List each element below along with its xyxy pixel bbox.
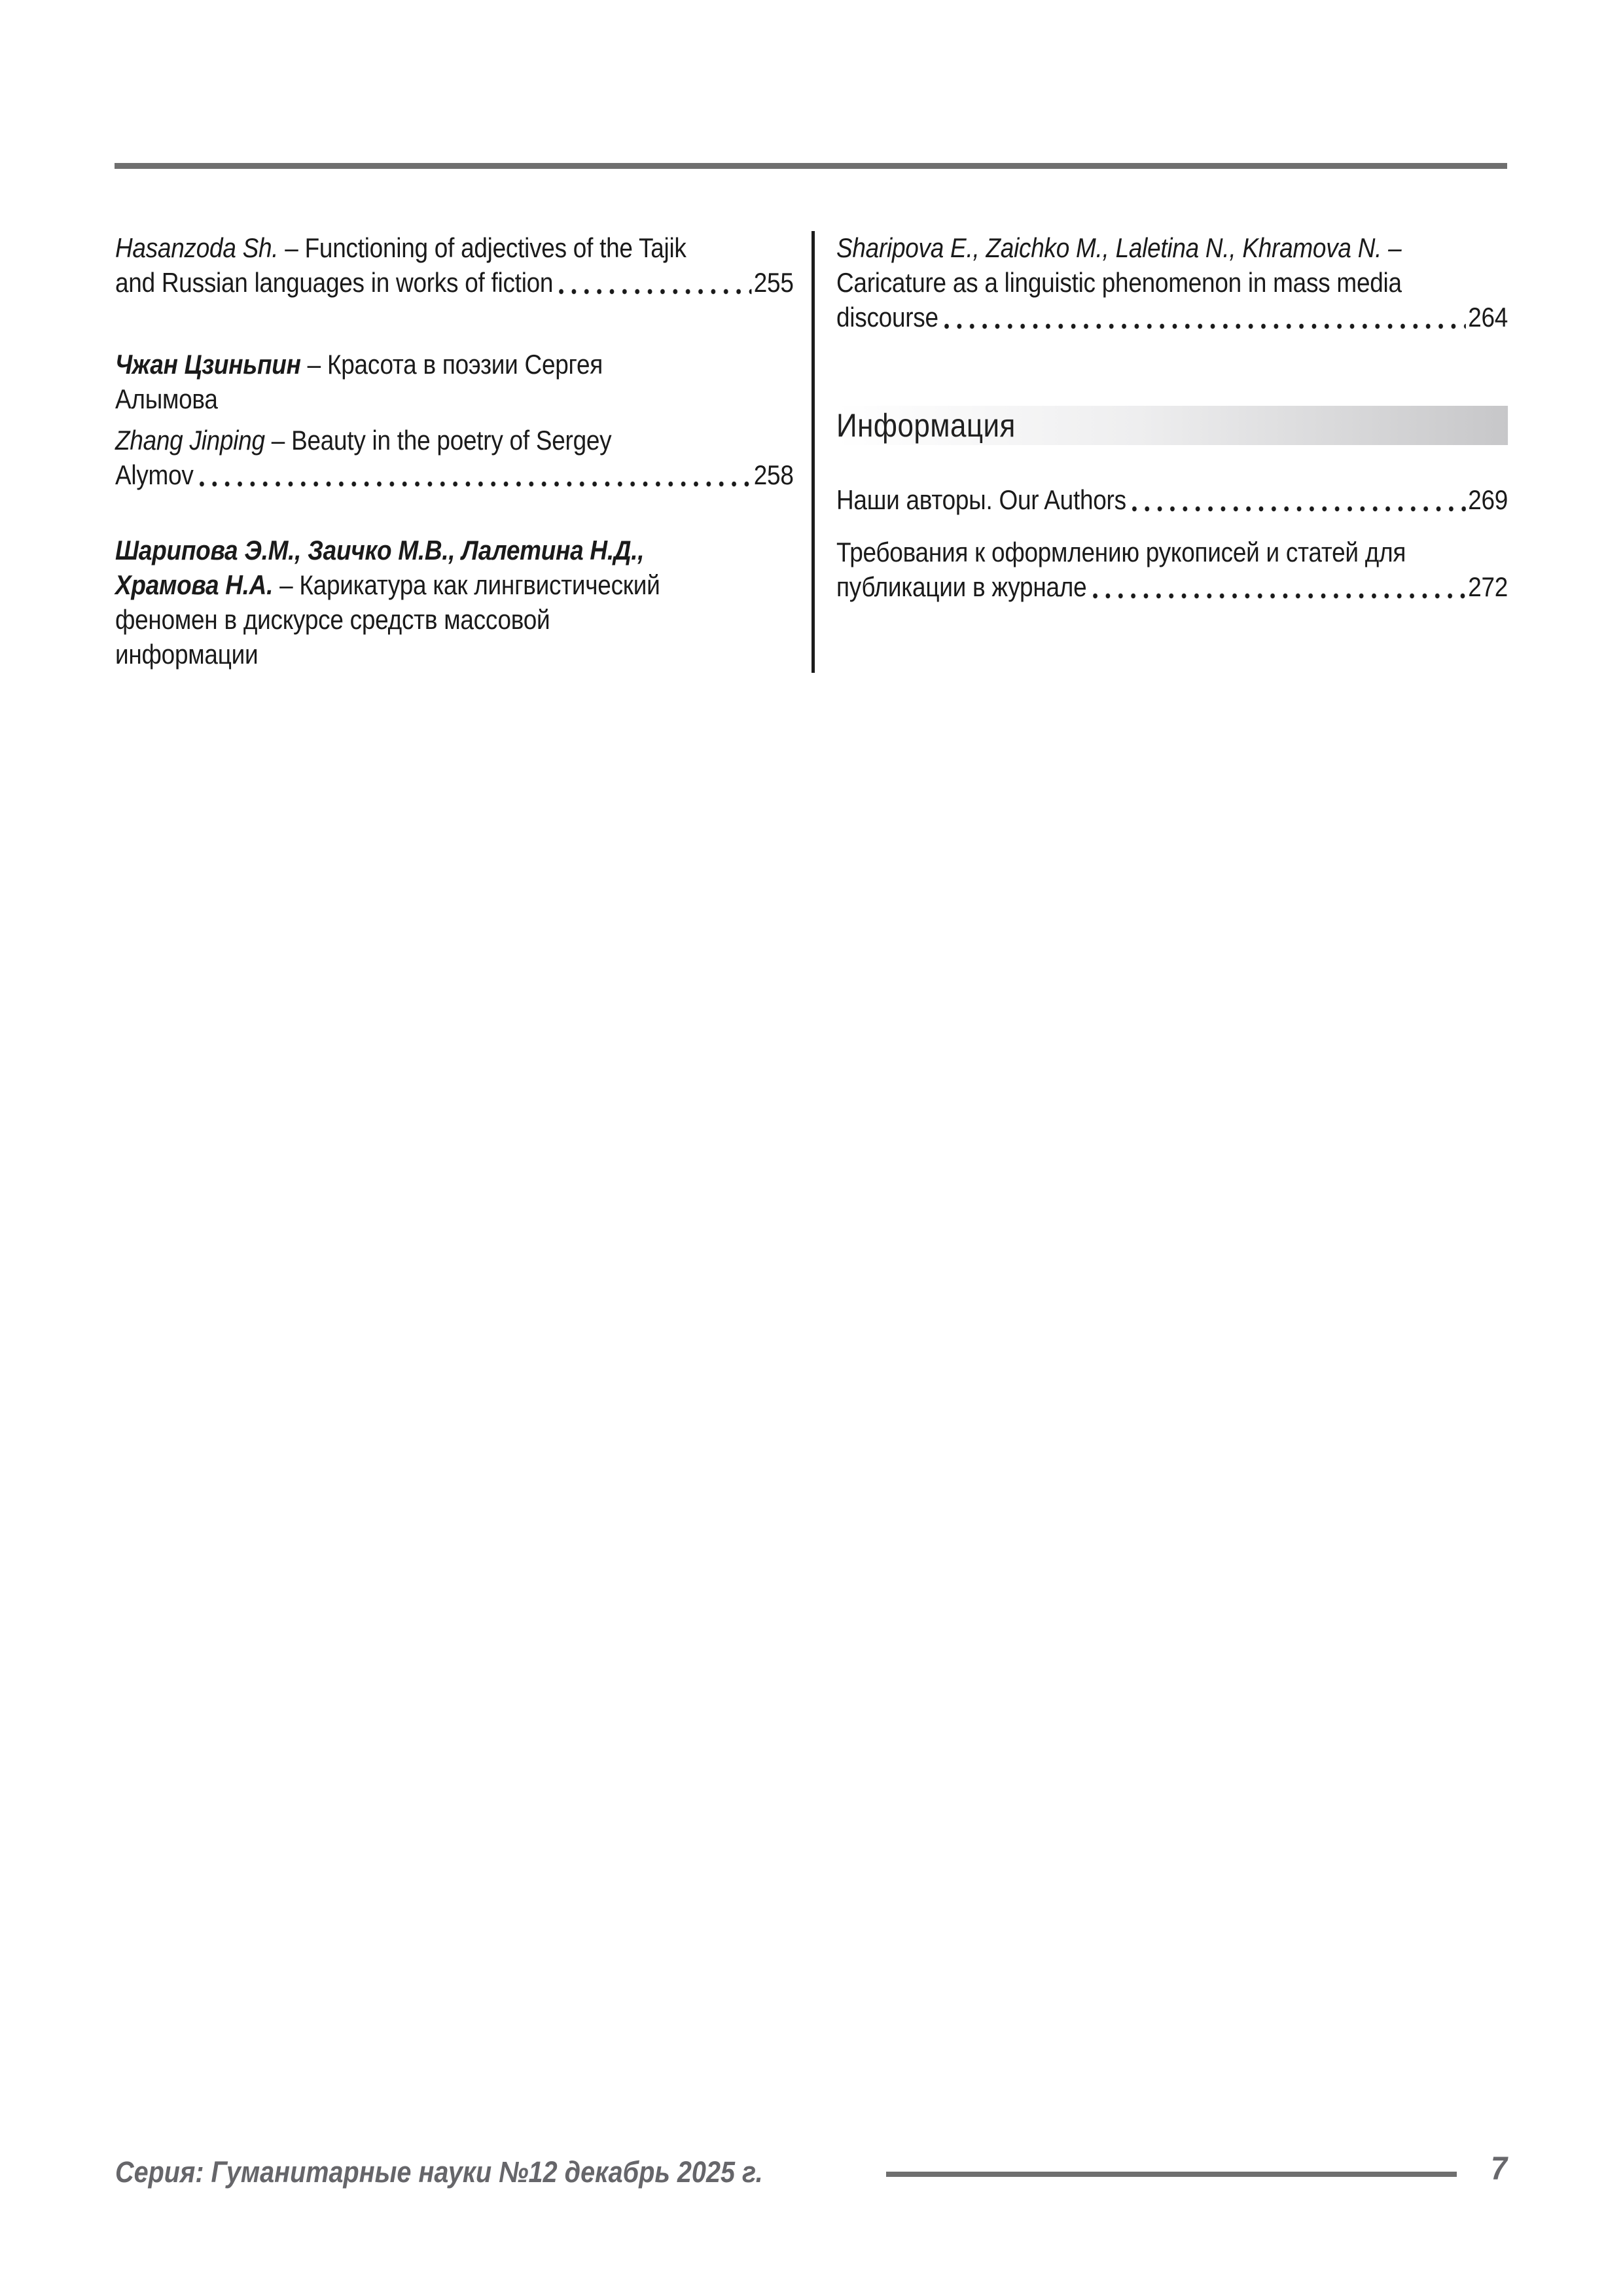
- toc-title-segment: Наши авторы. Our Authors: [836, 484, 1126, 515]
- toc-line: [115, 457, 794, 492]
- toc-author-segment: Чжан Цзиньпин: [115, 349, 301, 380]
- toc-line: [115, 533, 794, 567]
- toc-title-segment: – Карикатура как лингвистический: [273, 569, 660, 600]
- toc-entry: [115, 347, 794, 492]
- toc-line: [115, 230, 794, 265]
- toc-line: [836, 569, 1508, 604]
- toc-entry: [115, 533, 794, 672]
- footer-series-label: Серия: Гуманитарные науки №12 декабрь 2025 г.: [115, 2155, 763, 2189]
- toc-page-number: 272: [1468, 571, 1508, 602]
- toc-title-segment: Алымова: [115, 384, 218, 414]
- toc-title-segment: феномен в дискурсе средств массовой: [115, 604, 550, 635]
- toc-title-segment: – Functioning of adjectives of the Tajik: [278, 232, 687, 263]
- toc-entry: [115, 230, 794, 300]
- toc-entry: [836, 535, 1508, 604]
- toc-title-segment: Alymov: [115, 459, 194, 490]
- toc-page-number: 264: [1468, 302, 1508, 332]
- toc-line: [115, 382, 794, 416]
- toc-page-number: 255: [753, 267, 794, 298]
- toc-right-column: [836, 230, 1508, 604]
- toc-title-segment: – Красота в поэзии Сергея: [300, 349, 603, 380]
- toc-left-column: [115, 230, 794, 672]
- toc-title-segment: – Beauty in the poetry of Sergey: [264, 425, 612, 456]
- toc-author-segment: Шарипова Э.М., Заичко М.В., Лалетина Н.Д.,: [115, 535, 645, 565]
- toc-line: [836, 265, 1508, 300]
- toc-line: [115, 567, 794, 602]
- toc-title-segment: Caricature as a linguistic phenomenon in mass media: [836, 267, 1402, 298]
- toc-line: [115, 602, 794, 637]
- toc-entry: [836, 482, 1508, 517]
- toc-entry: [836, 230, 1508, 334]
- toc-title-segment: публикации в журнале: [836, 571, 1087, 602]
- toc-line: [836, 230, 1508, 265]
- toc-page-number: 269: [1468, 484, 1508, 515]
- toc-line: [115, 423, 794, 457]
- toc-author-segment: Zhang Jinping: [115, 425, 265, 456]
- toc-line: [836, 535, 1508, 569]
- header-rule: [115, 163, 1507, 169]
- toc-author-segment: Sharipova E., Zaichko M., Laletina N., Khramova N. –: [836, 232, 1402, 263]
- toc-line: [115, 347, 794, 382]
- footer-page-number: 7: [1490, 2150, 1507, 2187]
- dot-leader: [1092, 593, 1466, 599]
- dot-leader: [944, 323, 1466, 329]
- toc-line: [115, 637, 794, 672]
- toc-title-segment: discourse: [836, 302, 938, 332]
- toc-line: [115, 265, 794, 300]
- dot-leader: [1132, 506, 1466, 512]
- toc-title-segment: Требования к оформлению рукописей и статей для: [836, 537, 1406, 567]
- footer-rule: [886, 2172, 1457, 2177]
- toc-author-segment: Hasanzoda Sh.: [115, 232, 279, 263]
- toc-line: [836, 482, 1508, 517]
- toc-title-segment: информации: [115, 639, 259, 670]
- toc-title-segment: and Russian languages in works of fiction: [115, 267, 554, 298]
- dot-leader: [199, 481, 751, 487]
- toc-page-number: 258: [753, 459, 794, 490]
- column-divider: [812, 231, 815, 673]
- toc-author-segment: Храмова Н.А.: [115, 569, 274, 600]
- section-title: Информация: [836, 407, 1016, 444]
- section-band: [836, 406, 1508, 445]
- toc-line: [836, 300, 1508, 334]
- dot-leader: [559, 289, 751, 295]
